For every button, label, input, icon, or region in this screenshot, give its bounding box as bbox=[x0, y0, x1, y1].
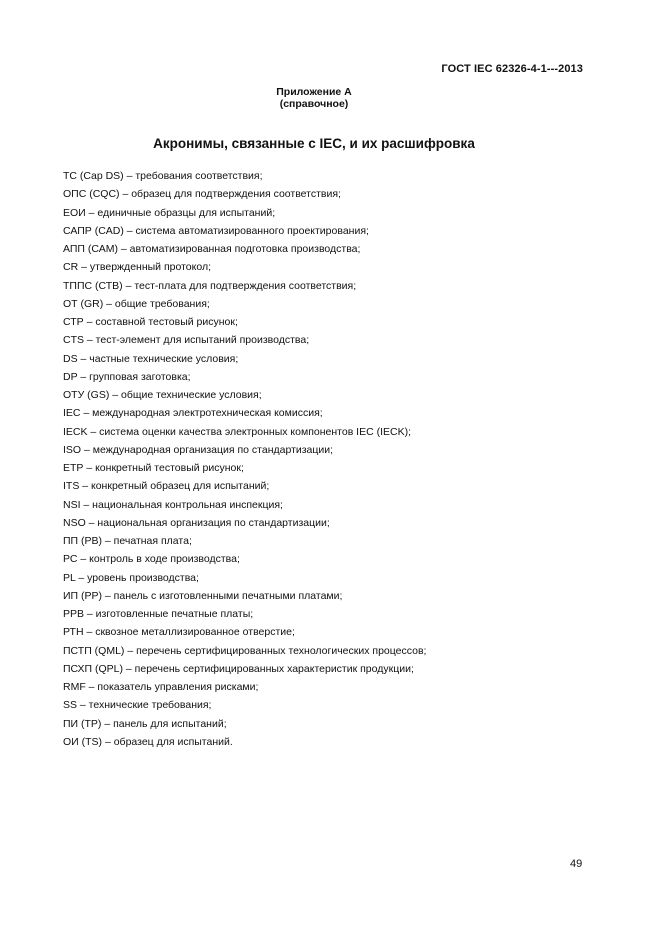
list-item: РРВ – изготовленные печатные платы; bbox=[63, 608, 254, 620]
list-item: IECK – система оценки качества электронных компонентов IEC (IECK); bbox=[63, 425, 412, 438]
page-number: 49 bbox=[570, 858, 583, 870]
list-item: АПП (САМ) – автоматизированная подготовка производства; bbox=[63, 243, 361, 255]
list-item: CR – утвержденный протокол; bbox=[63, 261, 211, 274]
list-item: ОПС (CQC) – образец для подтверждения соответствия; bbox=[63, 188, 341, 201]
list-item: ISO – международная организация по стандартизации; bbox=[63, 443, 334, 456]
list-item: CTS – тест-элемент для испытаний производства; bbox=[63, 334, 310, 347]
list-item: DS – частные технические условия; bbox=[63, 352, 239, 365]
list-item: ТС (Cap DS) – требования соответствия; bbox=[63, 170, 263, 182]
list-item: NSO – национальная организация по стандартизации; bbox=[63, 516, 330, 529]
list-item: DP – групповая заготовка; bbox=[63, 370, 191, 383]
list-item: РС – контроль в ходе производства; bbox=[63, 553, 240, 566]
annex-title-block bbox=[0, 86, 628, 110]
list-item: РТН – сквозное металлизированное отверстие; bbox=[63, 626, 295, 639]
list-item: SS – технические требования; bbox=[63, 699, 212, 712]
list-item: СТР – составной тестовый рисунок; bbox=[63, 316, 238, 328]
list-item: PL – уровень производства; bbox=[63, 571, 199, 584]
list-item: ПИ (ТР) – панель для испытаний; bbox=[63, 717, 227, 730]
list-item: NSI – национальная контрольная инспекция; bbox=[63, 498, 283, 511]
annex-subtitle: (справочное) bbox=[279, 98, 349, 110]
list-item: ЕТР – конкретный тестовый рисунок; bbox=[63, 462, 244, 474]
list-item: САПР (CAD) – система автоматизированного проектирования; bbox=[63, 224, 369, 237]
list-item: ТППС (СТВ) – тест-плата для подтверждения соответствия; bbox=[63, 279, 357, 292]
annex-title: Приложение А bbox=[276, 86, 352, 98]
list-item: ITS – конкретный образец для испытаний; bbox=[63, 480, 270, 493]
list-item: ПП (РВ) – печатная плата; bbox=[63, 535, 192, 547]
list-item: ОТУ (GS) – общие технические условия; bbox=[63, 389, 262, 401]
acronym-list bbox=[63, 167, 426, 751]
list-item: ИП (РР) – панель с изготовленными печатными платами; bbox=[63, 589, 343, 602]
list-item: RMF – показатель управления рисками; bbox=[63, 681, 259, 693]
page-heading: Акронимы, связанные с IEC, и их расшифровка bbox=[153, 136, 475, 151]
list-item: ПСТП (QML) – перечень сертифицированных технологических процессов; bbox=[63, 644, 427, 657]
list-item: IEC – международная электротехническая комиссия; bbox=[63, 407, 323, 420]
standard-code: ГОСТ IEC 62326-4-1---2013 bbox=[441, 63, 583, 75]
list-item: ЕОИ – единичные образцы для испытаний; bbox=[63, 206, 276, 219]
list-item: ОТ (GR) – общие требования; bbox=[63, 297, 210, 310]
list-item: ПСХП (QPL) – перечень сертифицированных характеристик продукции; bbox=[63, 662, 414, 675]
list-item: ОИ (TS) – образец для испытаний. bbox=[63, 735, 233, 748]
